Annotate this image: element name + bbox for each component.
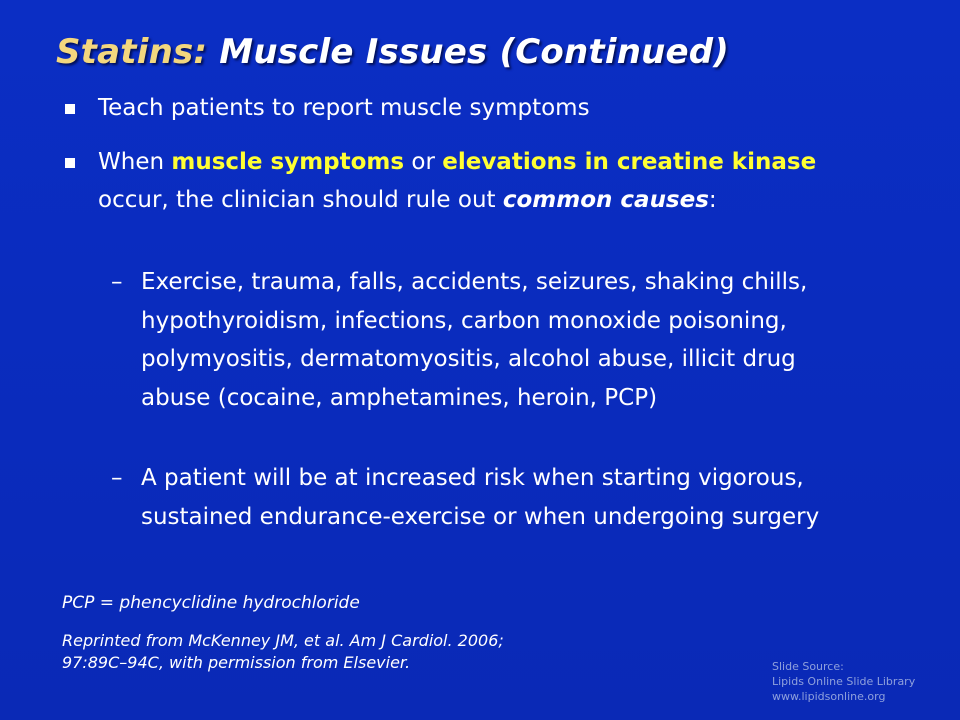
square-bullet-icon — [65, 158, 75, 168]
slide-source — [772, 659, 915, 704]
bullet-item — [98, 143, 838, 219]
bullet-item — [98, 89, 838, 127]
bullet-text-connector: or — [404, 149, 443, 175]
slide-title — [56, 32, 729, 72]
source-line: Lipids Online Slide Library — [772, 675, 916, 688]
bullet-text-colon: : — [708, 187, 717, 213]
citation-line: Reprinted from McKenney JM, et al. Am J Cardiol. 2006; — [62, 631, 504, 650]
dash-bullet-icon: – — [111, 465, 123, 491]
title-accent: Statins: — [56, 32, 208, 72]
footnote: PCP = phencyclidine hydrochloride — [62, 593, 360, 613]
highlight-creatine-kinase: elevations in creatine kinase — [442, 149, 817, 175]
bullet-text: Teach patients to report muscle symptoms — [98, 95, 590, 121]
highlight-muscle-symptoms: muscle symptoms — [171, 149, 405, 175]
sub-bullet-item — [111, 263, 861, 417]
source-line: Slide Source: — [772, 660, 844, 673]
citation — [62, 630, 504, 674]
sub-bullet-item — [111, 459, 861, 536]
dash-bullet-icon: – — [111, 269, 123, 295]
citation-line: 97:89C–94C, with permission from Elsevier. — [62, 653, 411, 672]
sub-bullet-text: Exercise, trauma, falls, accidents, seizures, shaking chills, hypothyroidism, infections, carbon monoxide poisoning, polymyositis, dermatomyositis, alcohol abuse, illicit drug abuse (cocaine, amphetamines, heroin, PCP) — [141, 269, 808, 411]
source-url: www.lipidsonline.org — [772, 690, 886, 703]
bullet-text-body: occur, the clinician should rule out — [98, 187, 503, 213]
emphasis-common-causes: common causes — [502, 187, 709, 213]
sub-bullet-text: A patient will be at increased risk when starting vigorous, sustained endurance-exercise or when undergoing surgery — [141, 465, 820, 530]
square-bullet-icon — [65, 104, 75, 114]
bullet-text-lead: When — [98, 149, 172, 175]
title-main: Muscle Issues (Continued) — [219, 32, 730, 72]
